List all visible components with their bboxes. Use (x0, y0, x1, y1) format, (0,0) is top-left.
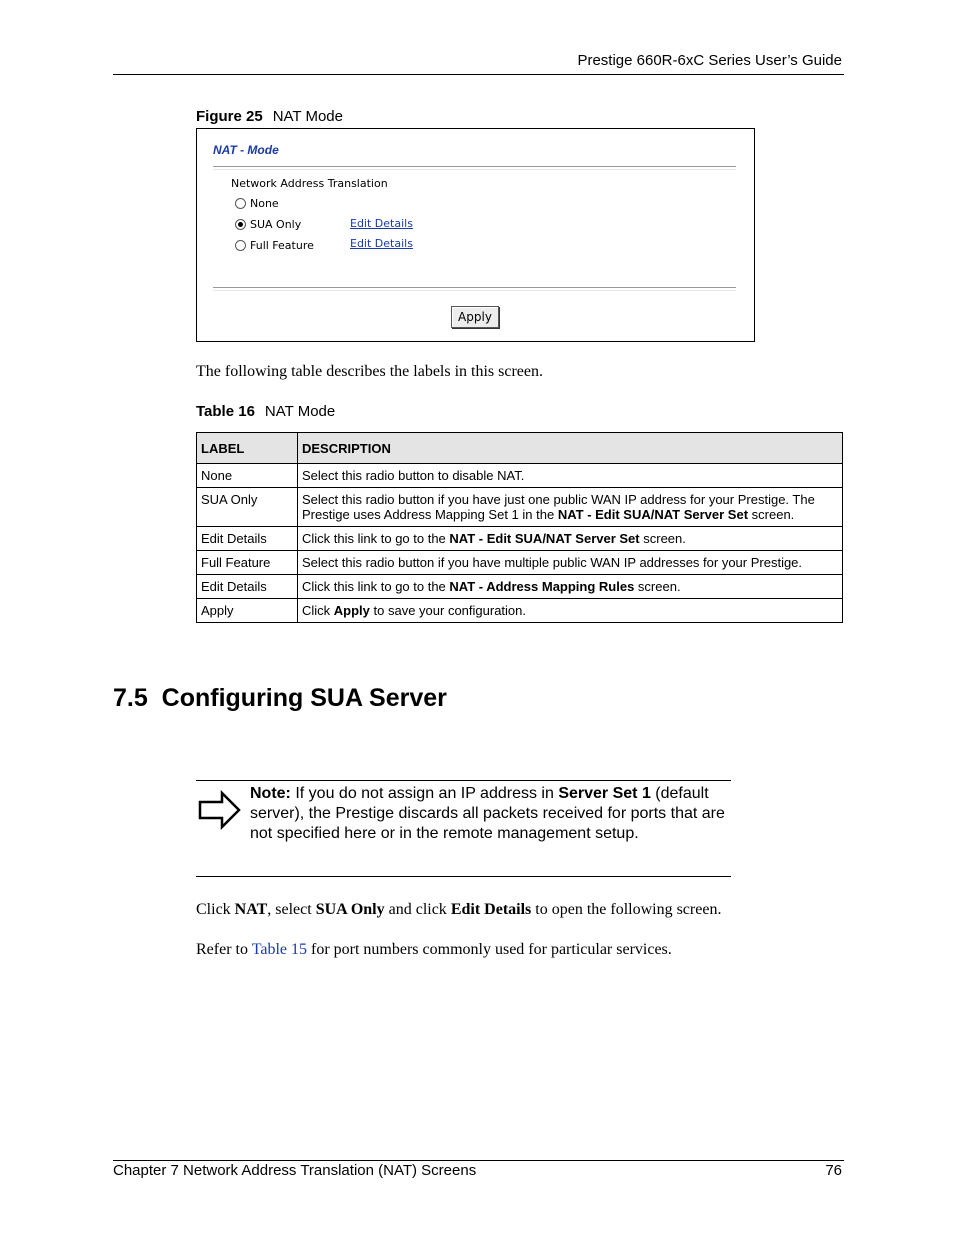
header-rule (113, 74, 844, 75)
row-description: Click this link to go to the NAT - Address Mapping Rules screen. (298, 575, 843, 599)
radio-none[interactable] (235, 198, 246, 209)
nat-group-label: Network Address Translation (231, 177, 388, 190)
header-label: LABEL (197, 433, 298, 464)
table-row (197, 488, 843, 527)
row-description: Select this radio button if you have multiple public WAN IP addresses for your Prestige. (298, 551, 843, 575)
row-description: Select this radio button to disable NAT. (298, 464, 843, 488)
option-none[interactable] (235, 197, 279, 210)
row-label: SUA Only (197, 488, 298, 527)
row-description: Click Apply to save your configuration. (298, 599, 843, 623)
guide-title: Prestige 660R-6xC Series User’s Guide (577, 52, 842, 69)
table-caption (196, 403, 335, 420)
row-description: Click this link to go to the NAT - Edit SUA/NAT Server Set screen. (298, 527, 843, 551)
intro-text: The following table describes the labels in this screen. (196, 363, 544, 380)
screen-bottom-divider (213, 287, 736, 291)
table-row (197, 599, 843, 623)
arrow-right-icon (198, 790, 242, 830)
row-label: Apply (197, 599, 298, 623)
section-number: 7.5 (113, 684, 148, 712)
note-top-rule (196, 780, 731, 781)
figure-title: NAT Mode (272, 108, 343, 125)
figure-caption (196, 108, 343, 125)
table-title: NAT Mode (264, 403, 336, 420)
screen-top-divider (213, 166, 736, 170)
nat-mode-screen (196, 128, 755, 342)
section-heading (113, 684, 447, 713)
option-sua-only-label: SUA Only (250, 218, 302, 231)
row-label: None (197, 464, 298, 488)
note-bottom-rule (196, 876, 731, 877)
option-sua-only[interactable] (235, 218, 301, 231)
footer-chapter: Chapter 7 Network Address Translation (NAT) Screens (113, 1162, 477, 1179)
figure-label: Figure 25 (196, 108, 263, 125)
apply-button[interactable]: Apply (451, 306, 499, 328)
note-prefix: Note: (250, 785, 291, 802)
footer-page-number: 76 (825, 1162, 842, 1179)
option-full-feature-label: Full Feature (250, 239, 314, 252)
table-row (197, 551, 843, 575)
full-feature-edit-details-link[interactable]: Edit Details (350, 237, 413, 250)
radio-sua-only[interactable] (235, 219, 246, 230)
row-label: Edit Details (197, 527, 298, 551)
instruction-paragraph: Click NAT, select SUA Only and click Edit Details to open the following screen. (196, 901, 722, 918)
option-full-feature[interactable] (235, 239, 314, 252)
table-row (197, 575, 843, 599)
nat-mode-table (196, 432, 843, 623)
row-label: Full Feature (197, 551, 298, 575)
row-description: Select this radio button if you have just one public WAN IP address for your Prestige. The Prestige uses Address Mapping Set 1 in the NAT - Edit SUA/NAT Server Set screen. (298, 488, 843, 527)
section-title: Configuring SUA Server (161, 684, 447, 712)
note-text: Note: If you do not assign an IP address in Server Set 1 (default server), the Prestige discards all packets received for ports that are not specified here or in the remote management setup. (250, 785, 725, 842)
screen-title: NAT - Mode (213, 143, 279, 157)
table-header-row (197, 433, 843, 464)
sua-edit-details-link[interactable]: Edit Details (350, 217, 413, 230)
option-none-label: None (250, 197, 279, 210)
reference-paragraph: Refer to Table 15 for port numbers commonly used for particular services. (196, 941, 672, 958)
header-description: DESCRIPTION (298, 433, 843, 464)
radio-full-feature[interactable] (235, 240, 246, 251)
row-label: Edit Details (197, 575, 298, 599)
table-row (197, 527, 843, 551)
footer-rule (113, 1160, 844, 1161)
table-15-link[interactable]: Table 15 (251, 941, 307, 958)
table-label: Table 16 (196, 403, 255, 420)
table-row (197, 464, 843, 488)
